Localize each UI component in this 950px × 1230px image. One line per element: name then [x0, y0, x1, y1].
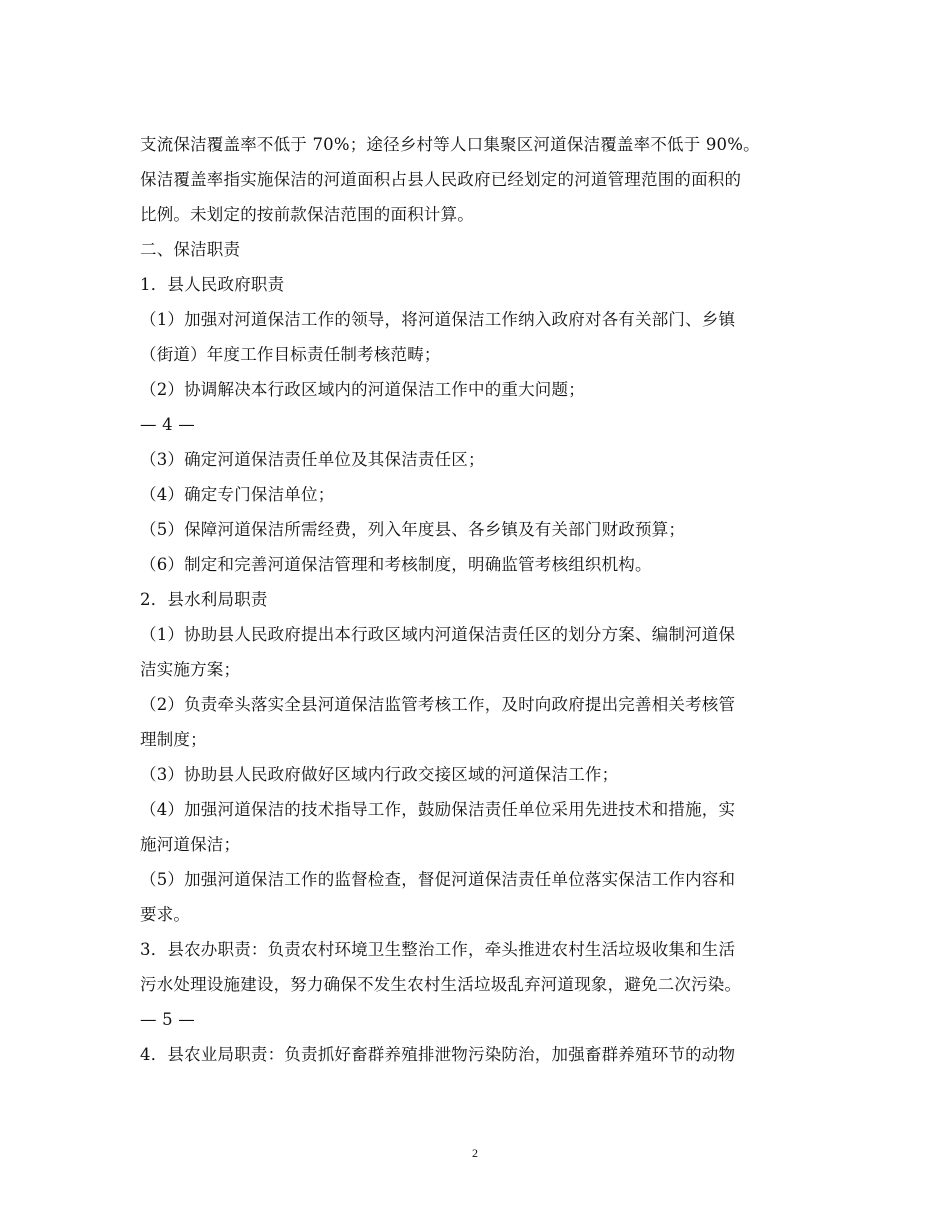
- text-line: （3）协助县人民政府做好区域内行政交接区域的河道保洁工作；: [140, 765, 619, 784]
- text-line: 3．县农办职责：负责农村环境卫生整治工作，牵头推进农村生活垃圾收集和生活: [140, 940, 736, 959]
- text-line: （6）制定和完善河道保洁管理和考核制度，明确监管考核组织机构。: [140, 555, 652, 574]
- text-line: （5）加强河道保洁工作的监督检查，督促河道保洁责任单位落实保洁工作内容和: [140, 870, 736, 889]
- text-line: （1）协助县人民政府提出本行政区域内河道保洁责任区的划分方案、编制河道保: [140, 625, 736, 644]
- text-line: 污水处理设施建设，努力确保不发生农村生活垃圾乱弃河道现象，避免二次污染。: [140, 975, 742, 994]
- text-line: 比例。未划定的按前款保洁范围的面积计算。: [140, 205, 474, 224]
- text-line: 要求。: [140, 905, 191, 924]
- subsection-heading: 2．县水利局职责: [140, 590, 268, 609]
- inline-page-marker: — 5 —: [140, 1010, 195, 1029]
- text-line: 理制度；: [140, 730, 207, 749]
- section-heading: 二、保洁职责: [140, 240, 241, 259]
- text-line: （3）确定河道保洁责任单位及其保洁责任区；: [140, 450, 485, 469]
- text-line: （2）协调解决本行政区域内的河道保洁工作中的重大问题；: [140, 380, 585, 399]
- text-line: （2）负责牵头落实全县河道保洁监管考核工作，及时向政府提出完善相关考核管: [140, 695, 736, 714]
- text-line: （5）保障河道保洁所需经费，列入年度县、各乡镇及有关部门财政预算；: [140, 520, 686, 539]
- text-line: 施河道保洁；: [140, 835, 241, 854]
- text-line: （街道）年度工作目标责任制考核范畴；: [140, 345, 441, 364]
- document-body: [140, 127, 820, 1072]
- text-line: （4）加强河道保洁的技术指导工作，鼓励保洁责任单位采用先进技术和措施，实: [140, 800, 736, 819]
- text-line: 支流保洁覆盖率不低于 70%；途径乡村等人口集聚区河道保洁覆盖率不低于 90%。: [140, 135, 760, 154]
- text-line: （4）确定专门保洁单位；: [140, 485, 335, 504]
- inline-page-marker: — 4 —: [140, 415, 195, 434]
- text-line: （1）加强对河道保洁工作的领导，将河道保洁工作纳入政府对各有关部门、乡镇: [140, 310, 736, 329]
- text-line: 保洁覆盖率指实施保洁的河道面积占县人民政府已经划定的河道管理范围的面积的: [140, 170, 742, 189]
- subsection-heading: 1．县人民政府职责: [140, 275, 285, 294]
- page-number: 2: [472, 1146, 478, 1160]
- text-line: 洁实施方案；: [140, 660, 241, 679]
- text-line: 4．县农业局职责：负责抓好畜群养殖排泄物污染防治，加强畜群养殖环节的动物: [140, 1045, 736, 1064]
